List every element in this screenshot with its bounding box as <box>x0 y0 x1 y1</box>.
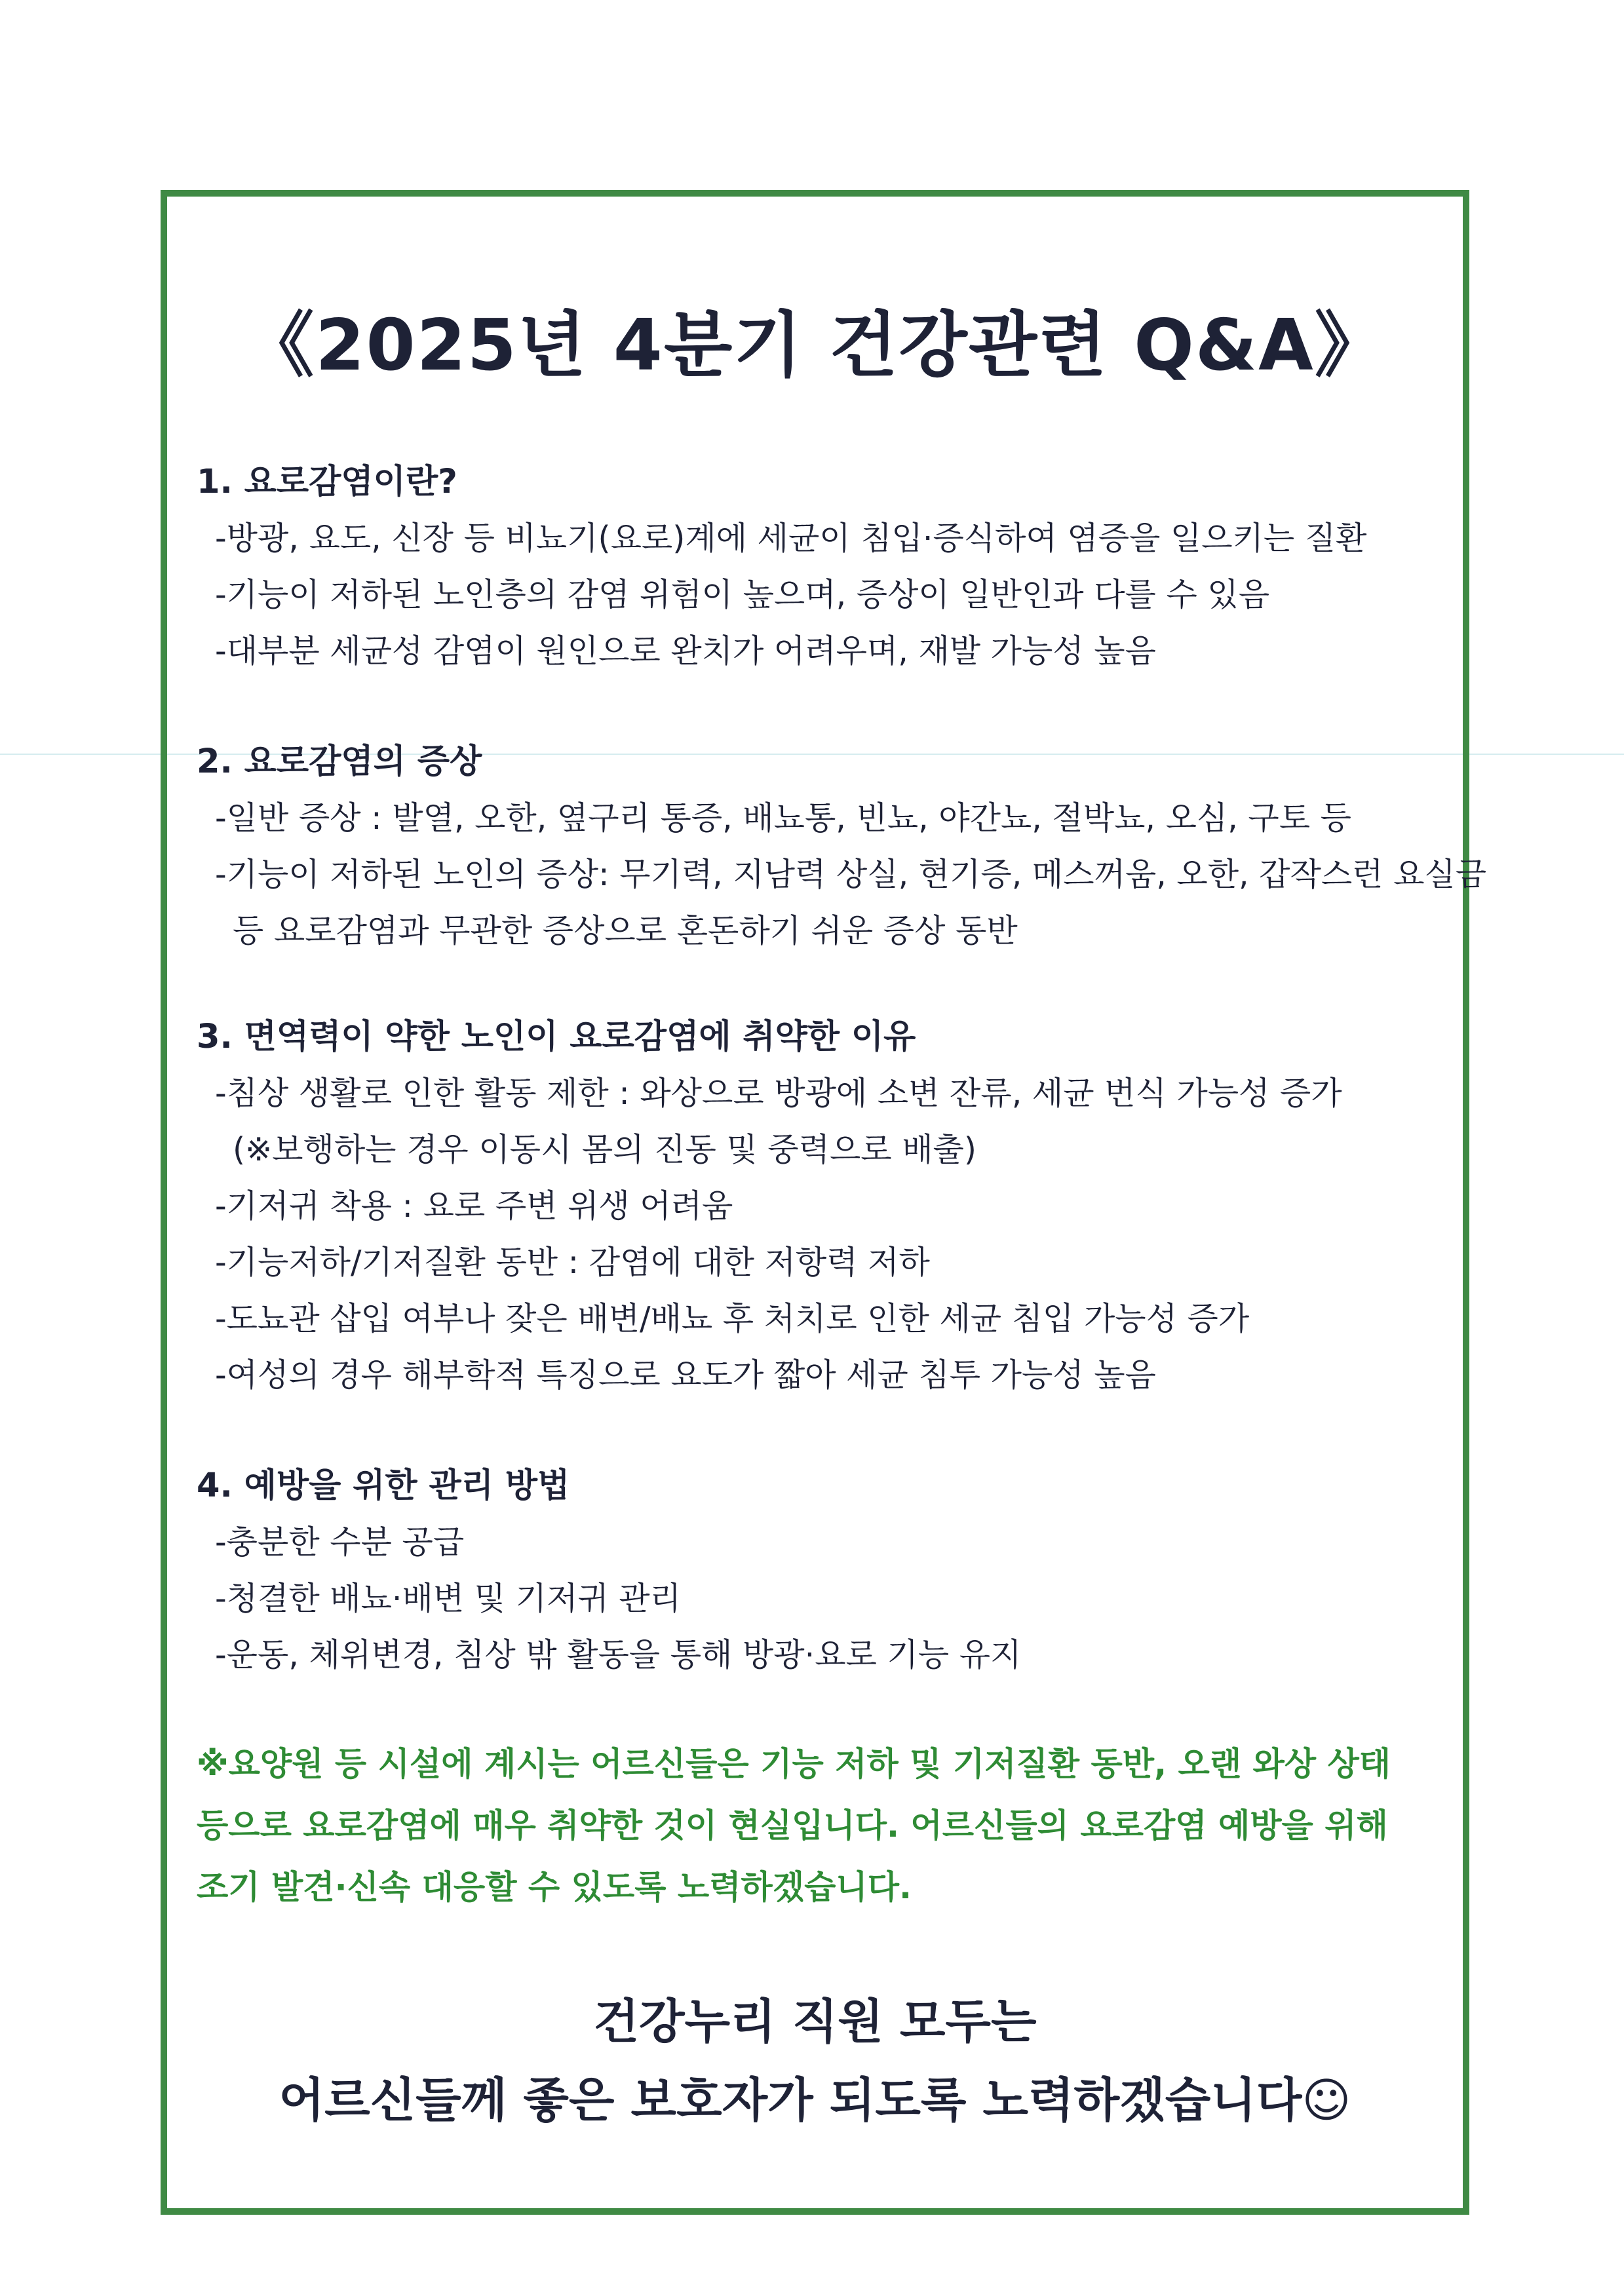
section-heading: 1. 요로감염이란? <box>197 463 457 501</box>
notice-line: ※요양원 등 시설에 계시는 어르신들은 기능 저하 및 기저질환 동반, 오랜 와상 상태 <box>197 1745 1391 1783</box>
section-item: -도뇨관 삽입 여부나 잦은 배변/배뇨 후 처치로 인한 세균 침입 가능성 증가 <box>215 1300 1250 1337</box>
notice-line: 등으로 요로감염에 매우 취약한 것이 현실입니다. 어르신들의 요로감염 예방을 위해 <box>197 1807 1388 1845</box>
section-item: -충분한 수분 공급 <box>215 1523 465 1561</box>
section-item: -기능저하/기저질환 동반 : 감염에 대한 저항력 저하 <box>215 1244 930 1281</box>
section-item: -대부분 세균성 감염이 원인으로 완치가 어려우며, 재발 가능성 높음 <box>215 632 1156 670</box>
notice-line: 조기 발견·신속 대응할 수 있도록 노력하겠습니다. <box>197 1868 912 1906</box>
section-heading: 2. 요로감염의 증상 <box>197 742 482 781</box>
section-item: -기능이 저하된 노인의 증상: 무기력, 지남력 상실, 현기증, 메스꺼움, 오한, 갑작스런 요실금 <box>215 856 1487 893</box>
section-4 <box>197 1458 1437 1683</box>
section-heading: 3. 면역력이 약한 노인이 요로감염에 취약한 이유 <box>197 1018 916 1056</box>
section-item: -일반 증상 : 발열, 오한, 옆구리 통증, 배뇨통, 빈뇨, 야간뇨, 절박뇨, 오심, 구토 등 <box>215 799 1351 837</box>
section-3 <box>197 1009 1437 1404</box>
document-frame <box>161 190 1487 2215</box>
closing-line: 건강누리 직원 모두는 <box>593 1994 1037 2049</box>
section-2 <box>197 734 1487 959</box>
section-item-note: (※보행하는 경우 이동시 몸의 진동 및 중력으로 배출) <box>233 1131 977 1168</box>
section-item: -운동, 체위변경, 침상 밖 활동을 통해 방광·요로 기능 유지 <box>215 1636 1022 1674</box>
section-item: -기저귀 착용 : 요로 주변 위생 어려움 <box>215 1187 733 1225</box>
section-item: -여성의 경우 해부학적 특징으로 요도가 짧아 세균 침투 가능성 높음 <box>215 1356 1156 1394</box>
document-title: 《2025년 4분기 건강관련 Q&A》 <box>243 305 1387 387</box>
facility-notice <box>197 1733 1443 1918</box>
section-heading: 4. 예방을 위한 관리 방법 <box>197 1466 570 1505</box>
section-item: -방광, 요도, 신장 등 비뇨기(요로)계에 세균이 침입·증식하여 염증을 일으키는 질환 <box>215 520 1367 557</box>
section-item: -기능이 저하된 노인층의 감염 위험이 높으며, 증상이 일반인과 다를 수 있음 <box>215 576 1270 613</box>
closing-line: 어르신들께 좋은 보호자가 되도록 노력하겠습니다☺ <box>279 2073 1351 2128</box>
section-1 <box>197 454 1437 679</box>
closing-message <box>167 1982 1463 2139</box>
section-item: -청결한 배뇨·배변 및 기저귀 관리 <box>215 1580 681 1617</box>
section-item: -침상 생활로 인한 활동 제한 : 와상으로 방광에 소변 잔류, 세균 번식 가능성 증가 <box>215 1075 1342 1112</box>
section-item-continuation: 등 요로감염과 무관한 증상으로 혼돈하기 쉬운 증상 동반 <box>233 912 1018 949</box>
